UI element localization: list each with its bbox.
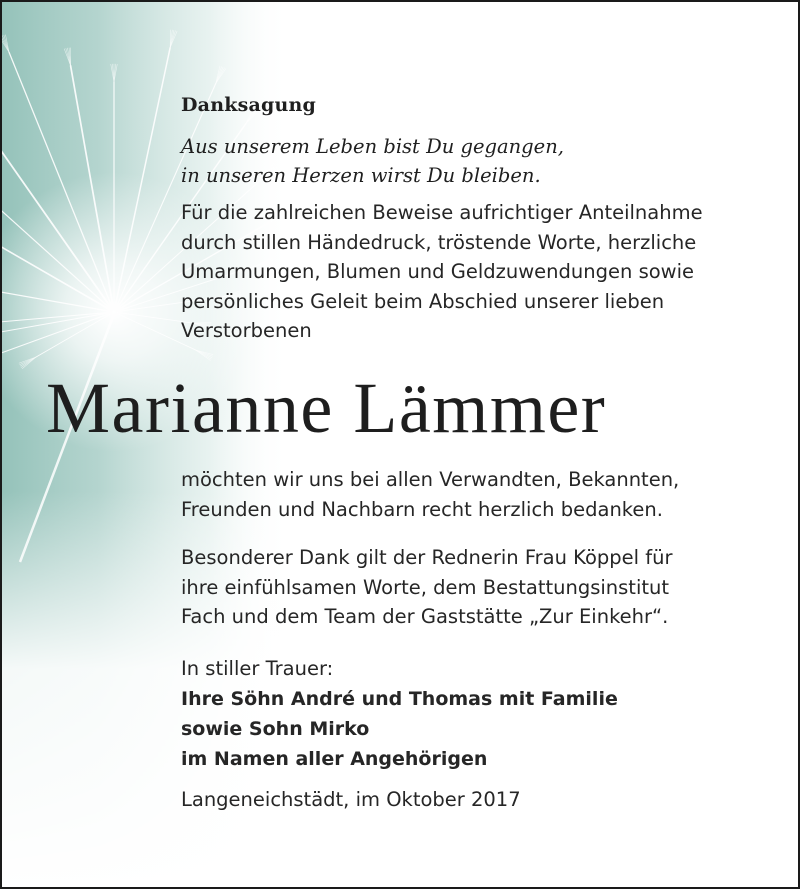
intro-line: durch stillen Händedruck, tröstende Worte, herzliche — [181, 230, 697, 254]
intro-line: Verstorbenen — [181, 319, 312, 342]
thanks-line: möchten wir uns bei allen Verwandten, Bekannten, — [181, 468, 680, 491]
special-thanks-line: Fach und dem Team der Gaststätte „Zur Einkehr“. — [181, 605, 669, 628]
memorial-motto — [181, 132, 564, 190]
place-date: Langeneichstädt, im Oktober 2017 — [181, 788, 521, 811]
special-thanks-line: ihre einfühlsamen Worte, dem Bestattungsinstitut — [181, 575, 670, 599]
signatory-line: Ihre Söhn André und Thomas mit Familie — [181, 688, 618, 710]
signature-block — [181, 654, 618, 774]
intro-paragraph — [181, 198, 703, 346]
intro-line: persönliches Geleit beim Abschied unserer lieben — [181, 289, 665, 313]
motto-line: in unseren Herzen wirst Du bleiben. — [181, 164, 541, 187]
thanks-line: Freunden und Nachbarn recht herzlich bedanken. — [181, 497, 663, 521]
special-thanks-paragraph — [181, 543, 673, 632]
thanks-paragraph — [181, 465, 679, 524]
heading: Danksagung — [181, 94, 316, 116]
mourning-label: In stiller Trauer: — [181, 657, 334, 680]
motto-line: Aus unserem Leben bist Du gegangen, — [181, 135, 564, 158]
intro-line: Für die zahlreichen Beweise aufrichtiger Anteilnahme — [181, 201, 703, 224]
special-thanks-line: Besonderer Dank gilt der Rednerin Frau Köppel für — [181, 546, 673, 569]
intro-line: Umarmungen, Blumen und Geldzuwendungen sowie — [181, 260, 695, 283]
signatory-line: im Namen aller Angehörigen — [181, 748, 488, 770]
signatory-line: sowie Sohn Mirko — [181, 718, 370, 740]
deceased-name: Marianne Lämmer — [46, 368, 607, 448]
